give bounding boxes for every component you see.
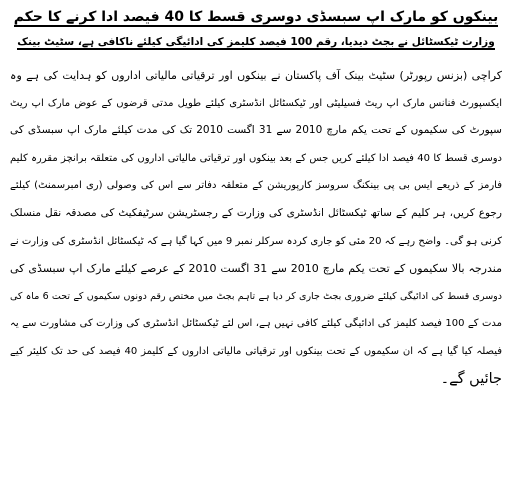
body-line: رجوع کریں، ہر کلیم کے ساتھ ٹیکسٹائل انڈسٹری کی وزارت کے رجسٹریشن سرٹیفکیٹ کی مصدقہ نقل منسلک	[10, 206, 502, 219]
body-line: جائیں گے۔	[440, 370, 502, 387]
body-line: کراچی (بزنس رپورٹر) سٹیٹ بینک آف پاکستان نے بینکوں اور ترقیاتی مالیاتی اداروں کو ہدایت کی ہے وہ	[10, 69, 502, 82]
article-headline	[10, 4, 502, 30]
body-line: ایکسپورٹ فنانس مارک اپ ریٹ فسیلیٹی اور ٹیکسٹائل انڈسٹری کیلئے طویل مدتی قرضوں کے عوض مارک اپ ریٹ	[10, 97, 502, 109]
body-line: فارمز کے ذریعے ایس بی پی بینکنگ سروسز کارپوریشن کے متعلقہ دفاتر سے اس کی وصولی (ری امبرسمنٹ) کیلئے	[10, 180, 502, 192]
body-line: مندرجہ بالا سکیموں کے تحت یکم مارچ 2010 سے 31 اگست 2010 کے عرصے کیلئے مارک اپ سبسڈی کی	[10, 262, 502, 276]
article-subheadline	[10, 30, 502, 54]
body-line: دوسری قسط کی ادائیگی کیلئے ضروری بجٹ جاری کر دیا ہے تاہم بجٹ میں مختص رقم دونوں سکیموں کے تحت 6 ماہ کی	[10, 290, 502, 302]
subheadline-text: وزارت ٹیکسٹائل نے بجٹ دیدیا، رقم 100 فیصد کلیمز کی ادائیگی کیلئے ناکافی ہے، سٹیٹ بینک	[17, 36, 495, 48]
article-body	[10, 62, 502, 393]
body-line: مدت کے 100 فیصد کلیمز کی ادائیگی کیلئے کافی نہیں ہے، اس لئے ٹیکسٹائل انڈسٹری کی وزارت کی مشاورت سے یہ	[10, 318, 502, 330]
headline-text: بینکوں کو مارک اپ سبسڈی دوسری قسط کا 40 فیصد ادا کرنے کا حکم	[13, 9, 499, 25]
body-line: سپورٹ کی سکیموں کے تحت یکم مارچ 2010 سے 31 اگست 2010 تک کی مدت کیلئے مارک اپ سبسڈی کی	[10, 124, 502, 137]
body-line: فیصلہ کیا گیا ہے کہ ان سکیموں کے تحت بینکوں اور ترقیاتی مالیاتی اداروں کے کلیمز 40 فیصد کی حد تک کلیئر کیے	[10, 345, 502, 357]
body-line: کرنی ہو گی۔ واضح رہے کہ 20 مئی کو جاری کردہ سرکلر نمبر 9 میں کہا گیا ہے کہ ٹیکسٹائل انڈسٹری کی وزارت نے	[10, 235, 502, 247]
body-line: دوسری قسط کا 40 فیصد ادا کیلئے کریں جس کے بعد بینکوں اور ترقیاتی مالیاتی اداروں کی متعلقہ برانچز مقررہ کلیم	[10, 152, 502, 164]
